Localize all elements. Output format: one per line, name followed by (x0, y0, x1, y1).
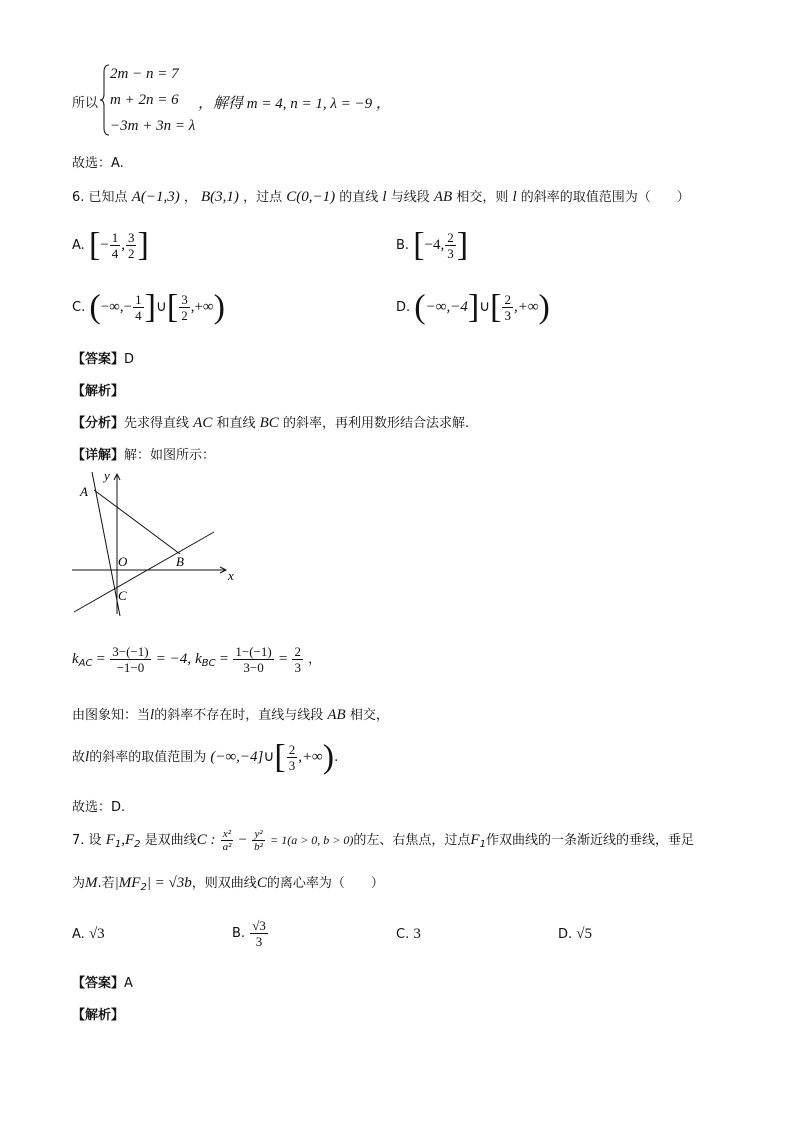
slope-frac1 (110, 644, 150, 675)
frac-num: 2 (294, 644, 301, 659)
q7-option-d[interactable] (558, 926, 592, 943)
f1b: F (470, 832, 480, 848)
detail-text: 解：如图所示： (124, 448, 216, 463)
k-bc: k (195, 651, 202, 667)
q6-option-a[interactable] (72, 226, 149, 264)
q7-line2-b: .若 (97, 876, 115, 891)
k-bc-sub: BC (201, 658, 216, 669)
option-d-value: √5 (576, 926, 593, 942)
line-l-1: l (382, 189, 387, 205)
segment-ab (94, 490, 180, 554)
range-frac (287, 742, 298, 773)
q7-stem-b: 是双曲线 (144, 833, 197, 848)
range-l: l (85, 749, 90, 765)
label-y: y (104, 470, 110, 483)
paren-close: ) (322, 738, 335, 776)
option-c-frac2 (179, 292, 190, 323)
q6-detail (72, 444, 215, 463)
bracket-open: [ (88, 226, 101, 264)
option-b-frac (445, 230, 456, 261)
q7-line2-c: ，则双曲线 (191, 876, 257, 891)
frac-num: 2 (447, 230, 454, 245)
frac-den: 3 (447, 246, 454, 261)
frac-den: 2 (181, 308, 188, 323)
frac-den: 4 (111, 246, 119, 261)
bracket-open: [ (166, 288, 179, 326)
option-b-label: B. (232, 926, 246, 941)
option-a-label: A. (72, 238, 85, 253)
frac-den: 3−0 (243, 660, 264, 675)
frac-num: 3 (127, 230, 135, 245)
eq-sign: = (96, 651, 106, 667)
q6-stem-c: 的直线 (339, 190, 379, 205)
equation-1: 2m − n = 7 (110, 66, 179, 82)
option-c-label: C. (396, 927, 410, 942)
slope-frac2 (233, 644, 273, 675)
hyperbola-cond: = 1(a > 0, b > 0) (270, 833, 354, 847)
frac-den: 3 (294, 660, 301, 675)
fenxi-text-c: 的斜率，再利用数形结合法求解. (282, 416, 470, 431)
q7-stem-a: 7. 设 (72, 833, 102, 848)
q7-answer (72, 972, 133, 991)
line-l-2: l (512, 189, 517, 205)
option-a-value: √3 (88, 926, 105, 942)
option-b-pre: −4, (424, 237, 445, 253)
frac-x2-a2 (221, 828, 234, 853)
q7-option-a[interactable] (72, 926, 105, 943)
option-d-label: D. (396, 300, 411, 315)
slope-line (72, 644, 321, 675)
detail-tag: 【详解】 (72, 448, 125, 463)
q6-option-d[interactable] (396, 288, 550, 326)
graph-b: 的斜率不存在时，直线与线段 (154, 708, 324, 723)
graph-a: 由图象知：当 (72, 708, 151, 723)
q7-stem-line1 (72, 828, 694, 853)
f1b-sub: 1 (479, 839, 486, 850)
paren-open: ( (414, 288, 426, 326)
q7-line2-d: 的离心率为（ ） (266, 876, 384, 891)
option-d-pre: −∞,−4 (425, 299, 468, 315)
frac-num: y² (254, 828, 263, 840)
frac-num: 1−(−1) (235, 644, 272, 659)
bracket-open: [ (413, 226, 425, 264)
option-a-minus: − (100, 237, 109, 253)
frac-den: 4 (135, 308, 142, 323)
q6-option-b[interactable] (396, 226, 469, 264)
frac-num: 1 (111, 230, 119, 245)
line-ac (92, 472, 120, 616)
bracket-close: ] (144, 288, 156, 326)
union-icon: ∪ (155, 299, 167, 315)
answer-line-prev: 故选：A. (72, 156, 124, 171)
fenxi-text-a: 先求得直线 (124, 416, 190, 431)
q6-stem-e: 相交，则 (456, 190, 509, 205)
frac-den: a² (222, 841, 232, 853)
paren-close: ) (538, 288, 550, 326)
fenxi-ac: AC (193, 415, 213, 431)
f1-sub: 1 (114, 839, 122, 850)
frac-num: √3 (252, 918, 266, 933)
bracket-close: ] (467, 288, 480, 326)
equation-2: m + 2n = 6 (110, 92, 179, 108)
q6-stem-f: 的斜率的取值范围为（ ） (520, 190, 690, 205)
equation-3: −3m + 3n = λ (110, 118, 196, 134)
range-end: . (334, 750, 339, 765)
graph-statement (72, 704, 389, 724)
line-cb (74, 532, 214, 612)
option-c-value: 3 (413, 926, 421, 942)
frac-num: 1 (135, 292, 142, 307)
system-prefix: 所以 (72, 96, 99, 111)
frac-num: 2 (504, 292, 511, 307)
answer-value: A (124, 976, 133, 991)
label-a: A (80, 484, 88, 499)
option-a-frac2 (126, 230, 137, 261)
q7-option-b[interactable] (232, 918, 269, 949)
slope-mid: = −4, (155, 651, 191, 667)
q6-stem (72, 186, 690, 206)
eq-sign: = (278, 651, 288, 667)
option-b-frac (250, 918, 268, 949)
q7-analysis-tag: 【解析】 (72, 1008, 125, 1023)
option-c-label: C. (72, 300, 86, 315)
frac-den: 3 (288, 758, 296, 773)
option-c-post: ,+∞ (190, 299, 214, 315)
q7-stem-c: 的左、右焦点，过点 (353, 833, 471, 848)
k-ac: k (72, 651, 79, 667)
frac-num: 2 (288, 742, 296, 757)
label-x: x (228, 568, 234, 583)
point-a: A(−1,3) (131, 189, 180, 205)
union-icon: ∪ (479, 299, 491, 315)
q6-option-c[interactable] (72, 288, 225, 326)
range-a: 故 (72, 750, 86, 765)
slope-end: ， (308, 652, 322, 667)
q7-line2-a: 为 (72, 876, 86, 891)
paren-open: ( (89, 288, 101, 326)
q7-stem-d: 作双曲线的一条渐近线的垂线，垂足 (485, 833, 694, 848)
q6-stem-a: 6. 已知点 (72, 190, 128, 205)
f2-sub: 2 (134, 839, 141, 850)
graph-l: l (150, 707, 155, 723)
bracket-open: [ (490, 288, 502, 326)
slope-frac3 (292, 644, 303, 675)
curve-c2: C (256, 875, 267, 891)
q6-sep1: ， (183, 190, 197, 205)
frac-num: 3 (181, 292, 188, 307)
answer-tag: 【答案】 (72, 352, 125, 367)
fenxi-tag: 【分析】 (72, 416, 125, 431)
q6-analysis-tag: 【解析】 (72, 384, 125, 399)
frac-y2-b2 (252, 828, 265, 853)
minus: − (238, 832, 247, 848)
fenxi-text-b: 和直线 (216, 416, 256, 431)
q7-option-c[interactable] (396, 926, 421, 943)
range-post: ,+∞ (298, 749, 323, 765)
label-b: B (176, 554, 184, 569)
q6-stem-b: ，过点 (243, 190, 283, 205)
paren-close: ) (213, 288, 225, 326)
frac-den: −1−0 (116, 660, 145, 675)
k-ac-sub: AC (78, 658, 93, 669)
fenxi-bc: BC (259, 415, 279, 431)
graph-c: 相交， (349, 708, 389, 723)
option-c-pre: −∞,− (100, 299, 133, 315)
label-c: C (118, 588, 127, 603)
option-a-label: A. (72, 927, 85, 942)
mf2-end: | = √3b (146, 875, 192, 891)
option-b-label: B. (396, 238, 410, 253)
bracket-open: [ (274, 738, 286, 776)
option-a-frac1 (110, 230, 121, 261)
eq-sign: = (219, 651, 229, 667)
range-pre: (−∞,−4] (210, 749, 264, 765)
graph-ab: AB (327, 707, 346, 723)
point-c: C(0,−1) (286, 189, 336, 205)
left-brace-icon (100, 64, 110, 136)
answer-tag: 【答案】 (72, 976, 125, 991)
q6-stem-d: 与线段 (390, 190, 430, 205)
option-c-frac1 (133, 292, 144, 323)
range-b: 的斜率的取值范围为 (89, 750, 207, 765)
bracket-close: ] (456, 226, 469, 264)
frac-den: 3 (504, 308, 511, 323)
q7-stem-line2 (72, 872, 384, 893)
option-d-label: D. (558, 927, 573, 942)
answer-value: D (124, 352, 135, 367)
label-o: O (118, 554, 128, 569)
point-m: M (85, 875, 98, 891)
system-solution: ，解得 m = 4, n = 1, λ = −9 ， (198, 96, 391, 112)
range-statement (72, 738, 339, 776)
q6-figure (70, 470, 235, 620)
q6-answer (72, 348, 134, 367)
option-d-frac (502, 292, 513, 323)
q6-fenxi (72, 412, 469, 432)
frac-den: b² (254, 841, 263, 853)
q6-final: 故选：D. (72, 800, 126, 815)
union-icon: ∪ (263, 749, 275, 765)
segment-ab-1: AB (433, 189, 453, 205)
f2: F (124, 832, 135, 848)
curve-c: C : (196, 832, 216, 848)
frac-den: 3 (255, 934, 263, 949)
option-d-post: ,+∞ (513, 299, 539, 315)
frac-den: 2 (127, 246, 135, 261)
frac-num: 3−(−1) (112, 644, 149, 659)
mf2: |MF (114, 875, 141, 891)
option-a-comma: , (121, 237, 125, 253)
point-b: B(3,1) (201, 189, 239, 205)
f1: F (105, 832, 115, 848)
bracket-close: ] (137, 226, 149, 264)
comma: , (121, 832, 125, 848)
mf2-sub: 2 (140, 882, 147, 893)
frac-num: x² (222, 828, 232, 840)
